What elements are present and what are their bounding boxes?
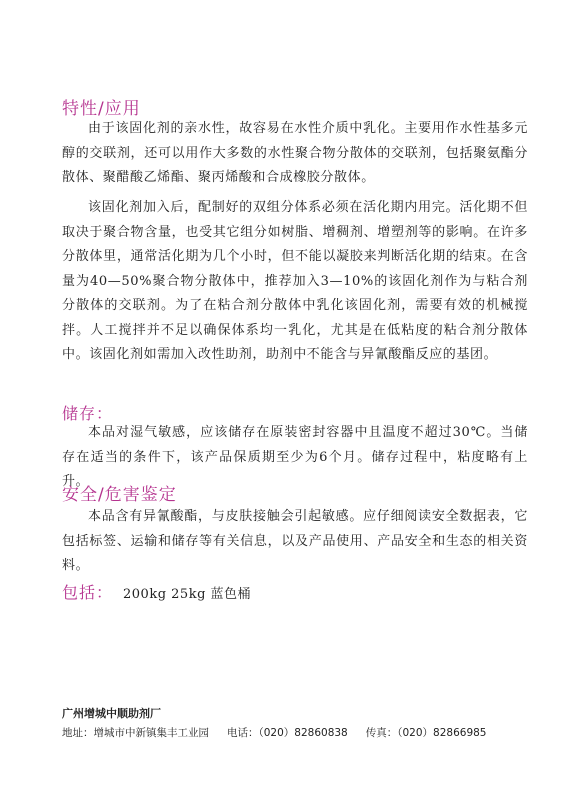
section-heading-safety: 安全/危害鉴定 (62, 485, 177, 505)
packaging-row (62, 580, 251, 603)
section-heading-features: 特性/应用 (62, 99, 141, 119)
features-paragraph-2: 该固化剂加入后，配制好的双组分体系必须在活化期内用完。活化期不但取决于聚合物含量，也受其它组分如树脂、增稠剂、增塑剂等的影响。在许多分散体里，通常活化期为几个小时，但不能以凝胶来判断活化期的结束。在含量为40—50%聚合物分散体中，推荐加入3—10%的该固化剂作为与粘合剂分散体的交联剂。为了在粘合剂分散体中乳化该固化剂，需要有效的机械搅拌。人工搅拌并不足以确保体系均一乳化，尤其是在低粘度的粘合剂分散体中。该固化剂如需加入改性助剂，助剂中不能含与异氰酸酯反应的基团。 (62, 200, 528, 362)
packaging-items: 200kg 25kg 蓝色桶 (123, 587, 252, 602)
footer-phone: 电话：（020）82860838 (227, 727, 348, 739)
footer-fax: 传真：（020）82866985 (365, 727, 487, 739)
section-heading-packaging: 包括： (62, 583, 114, 602)
footer-address: 地址：增城市中新镇集丰工业园 (62, 727, 209, 739)
storage-paragraph: 本品对湿气敏感，应该储存在原装密封容器中且温度不超过30℃。当储存在适当的条件下，该产品保质期至少为6个月。储存过程中，粘度略有上升。 (62, 425, 528, 489)
safety-paragraph: 本品含有异氰酸酯，与皮肤接触会引起敏感。应仔细阅读安全数据表，它包括标签、运输和储存等有关信息，以及产品使用、产品安全和生态的相关资料。 (62, 509, 528, 573)
features-paragraph-1: 由于该固化剂的亲水性，故容易在水性介质中乳化。主要用作水性基多元醇的交联剂，还可以用作大多数的水性聚合物分散体的交联剂，包括聚氨酯分散体、聚醋酸乙烯酯、聚丙烯酸和合成橡胶分散体。 (62, 121, 528, 185)
section-heading-storage: 储存： (62, 404, 114, 423)
footer-contact-line (62, 725, 487, 740)
footer-company-name: 广州增城中顺助剂厂 (62, 707, 161, 720)
